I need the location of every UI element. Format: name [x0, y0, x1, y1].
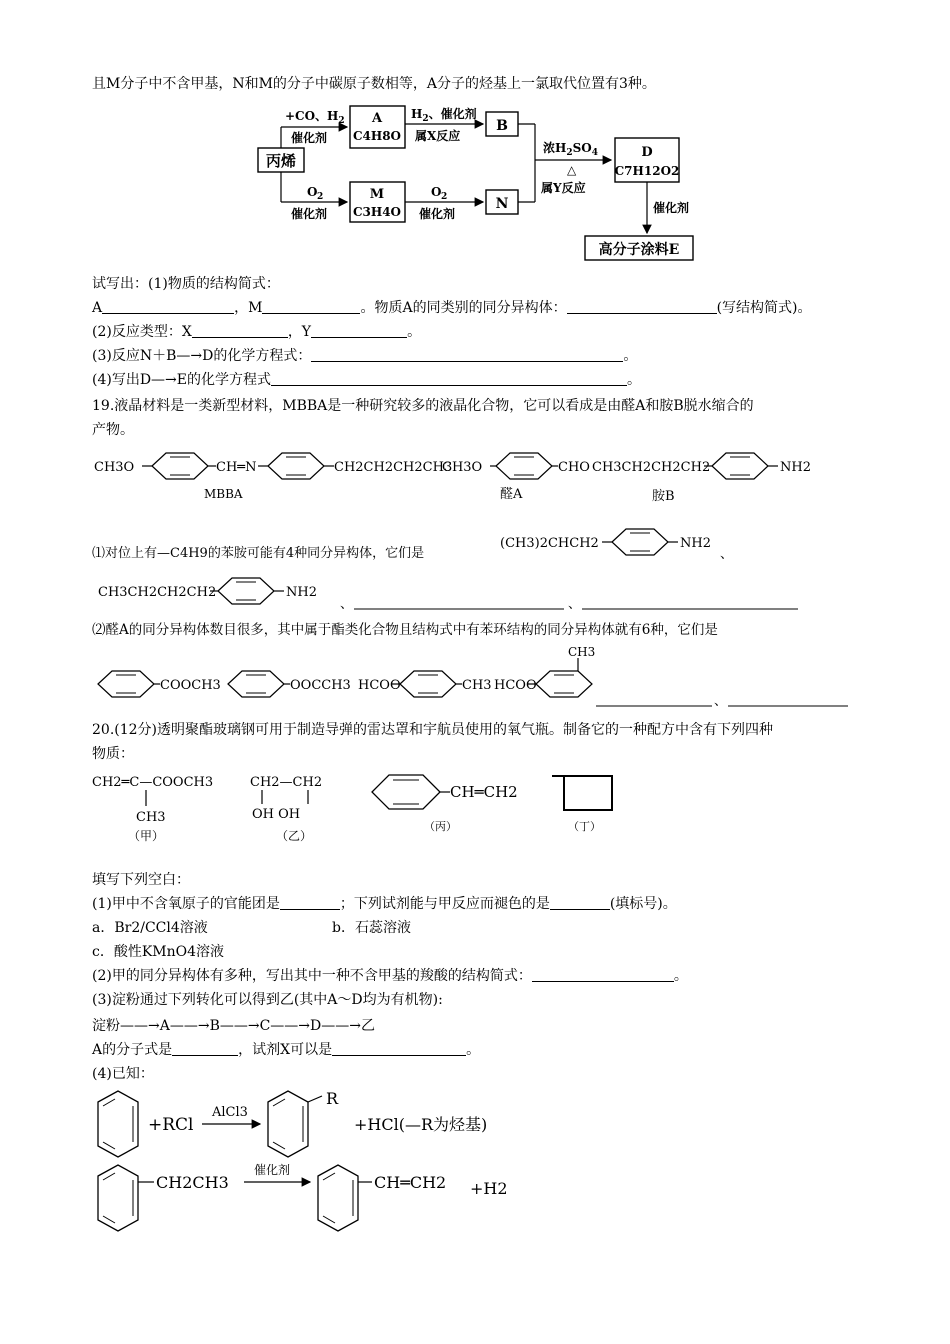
svg-text:M: M	[369, 187, 385, 202]
svg-text:+H2: +H2	[470, 1179, 508, 1198]
benzene-ring-7	[98, 671, 154, 697]
svg-text:、: 、	[568, 597, 582, 612]
benzene-ring-2	[268, 453, 324, 479]
svg-text:MBBA: MBBA	[204, 487, 243, 501]
svg-text:NH2: NH2	[680, 536, 711, 551]
svg-text:、: 、	[340, 597, 354, 612]
q19-structures	[92, 444, 852, 514]
svg-text:OOCCH3: OOCCH3	[290, 678, 351, 693]
ding-square	[564, 776, 612, 810]
svg-text:CH2CH2CH2CH3: CH2CH2CH2CH3	[334, 460, 453, 475]
svg-text:(CH3)2CHCH2: (CH3)2CHCH2	[500, 536, 599, 551]
svg-text:HCOO: HCOO	[358, 678, 401, 693]
svg-text:A: A	[371, 111, 383, 126]
q20-l3-answer: A的分子式是 ，试剂X可以是 。	[92, 1042, 481, 1058]
svg-text:CH3O: CH3O	[442, 460, 483, 475]
q18-line2: (2)反应类型：X ，Y 。	[92, 324, 422, 340]
benzene-ring-9	[400, 671, 456, 697]
svg-text:催化剂: 催化剂	[653, 201, 690, 215]
svg-text:、: 、	[714, 694, 728, 709]
svg-text:高分子涂料E: 高分子涂料E	[598, 242, 680, 258]
q18-line1: A ，M 。物质A的同类别的同分异构体： (写结构简式)。	[92, 300, 812, 316]
M-formula: C3H4O	[352, 205, 402, 219]
q19-stem-2: 产物。	[92, 422, 134, 438]
q18-line4: (4)写出D—→E的化学方程式 。	[92, 372, 642, 388]
benzene-ring-3	[496, 453, 552, 479]
q20-stem-1: 20.(12分)透明聚酯玻璃钢可用于制造导弹的雷达罩和宇航员使用的氧气瓶。制备它的一种配方中含有下列四种	[92, 722, 774, 738]
svg-text:催化剂: 催化剂	[419, 207, 456, 221]
svg-text:CH3O: CH3O	[94, 460, 135, 475]
svg-text:CH═CH2: CH═CH2	[374, 1173, 447, 1192]
svg-text:浓H2SO4: 浓$H_2SO_4$	[543, 141, 598, 158]
svg-text:催化剂: 催化剂	[291, 131, 328, 145]
q20-l3: (3)淀粉通过下列转化可以得到乙(其中A～D均为有机物):	[92, 992, 443, 1008]
svg-text:、: 、	[720, 547, 734, 562]
benzene-ring-1	[152, 453, 208, 479]
svg-text:（乙）: （乙）	[276, 829, 313, 843]
svg-text:HCOO: HCOO	[494, 678, 537, 693]
q19-esters	[92, 640, 852, 710]
q20-l2: (2)甲的同分异构体有多种，写出其中一种不含甲基的羧酸的结构简式： 。	[92, 968, 688, 984]
benzene-ring-12	[98, 1091, 138, 1157]
benzene-ring-10	[536, 671, 592, 697]
svg-text:NH2: NH2	[780, 460, 811, 475]
svg-text:CH2═C—COOCH3: CH2═C—COOCH3	[92, 775, 214, 790]
svg-text:CH3: CH3	[462, 678, 492, 693]
benzene-ring-4	[712, 453, 768, 479]
svg-text:+HCl(—R为烃基): +HCl(—R为烃基)	[354, 1115, 488, 1134]
benzene-ring-5	[612, 529, 668, 555]
svg-text:D: D	[641, 145, 653, 160]
svg-text:属X反应: 属X反应	[415, 129, 461, 143]
q20-l1: (1)甲中不含氧原子的官能团是 ；下列试剂能与甲反应而褪色的是 (填标号)。	[92, 896, 677, 912]
svg-text:CH3: CH3	[136, 810, 166, 825]
q19-p1: ⑴对位上有—C4H9的苯胺可能有4种同分异构体，它们是	[92, 546, 425, 561]
svg-text:H2、催化剂: $H_2$、催化剂	[411, 107, 477, 124]
benzene-ring-11	[372, 775, 440, 809]
svg-text:2: 2	[317, 192, 324, 202]
svg-text:催化剂: 催化剂	[291, 207, 328, 221]
svg-text:N: N	[495, 196, 509, 212]
svg-text:R: R	[326, 1089, 339, 1108]
svg-text:2: 2	[441, 192, 448, 202]
svg-text:CH3CH2CH2CH2: CH3CH2CH2CH2	[592, 460, 711, 475]
q20-l4: (4)已知：	[92, 1066, 154, 1082]
svg-text:COOCH3: COOCH3	[160, 678, 221, 693]
q19-stem-1: 19.液晶材料是一类新型材料，MBBA是一种研究较多的液晶化合物，它可以看成是由醛A和胺B脱水缩合的	[92, 398, 754, 414]
q20-structures	[92, 764, 652, 850]
svg-text:+CO、H2: +CO、$H_2$	[285, 109, 345, 126]
svg-text:△: △	[567, 163, 577, 177]
benzene-ring-6	[218, 578, 274, 604]
known-reactions	[92, 1090, 612, 1240]
q19-p2: ⑵醛A的同分异构体数目很多，其中属于酯类化合物且结构式中有苯环结构的同分异构体就有6种，它们是	[92, 622, 718, 638]
q20-fill: 填写下列空白：	[92, 872, 190, 888]
svg-text:醛A: 醛A	[500, 487, 523, 502]
A-formula: C4H8O	[352, 129, 402, 143]
benzene-ring-14	[98, 1165, 138, 1231]
intro-text: 且M分子中不含甲基，N和M的分子中碳原子数相等，A分子的烃基上一氯取代位置有3种。	[92, 76, 656, 92]
svg-text:CH═N: CH═N	[216, 460, 257, 475]
benzene-ring-15	[318, 1165, 358, 1231]
D-formula: C7H12O2	[614, 164, 680, 178]
svg-text:B: B	[496, 118, 508, 134]
q18-line3: (3)反应N＋B—→D的化学方程式： 。	[92, 348, 638, 364]
svg-text:NH2: NH2	[286, 585, 317, 600]
q20-options-ab: a．Br2/CCl4溶液 b．石蕊溶液	[92, 920, 411, 936]
svg-text:（丁）: （丁）	[568, 820, 601, 833]
svg-text:O: O	[431, 185, 442, 199]
propene-label: 丙烯	[265, 152, 297, 170]
svg-text:AlCl3: AlCl3	[212, 1105, 248, 1120]
svg-text:（丙）: （丙）	[424, 820, 457, 833]
svg-text:（甲）: （甲）	[128, 829, 165, 843]
q20-option-c: c．酸性KMnO4溶液	[92, 944, 225, 960]
q18-ask: 试写出：(1)物质的结构简式：	[92, 276, 280, 292]
svg-text:CH═CH2: CH═CH2	[450, 783, 518, 801]
svg-text:属Y反应: 属Y反应	[541, 181, 586, 195]
svg-text:+RCl: +RCl	[148, 1115, 194, 1135]
svg-text:催化剂: 催化剂	[254, 1163, 291, 1177]
svg-text:胺B: 胺B	[652, 489, 675, 504]
benzene-ring-8	[228, 671, 284, 697]
svg-text:CHO: CHO	[558, 460, 590, 475]
svg-text:CH2CH3: CH2CH3	[156, 1173, 229, 1192]
svg-text:CH3CH2CH2CH2: CH3CH2CH2CH2	[98, 585, 217, 600]
svg-text:CH3: CH3	[568, 645, 596, 659]
svg-text:OH OH: OH OH	[252, 807, 301, 822]
benzene-ring-13	[268, 1091, 308, 1157]
reaction-scheme	[255, 100, 715, 265]
q20-l3-chain: 淀粉——→A——→B——→C——→D——→乙	[92, 1018, 375, 1034]
svg-text:CH2—CH2: CH2—CH2	[250, 775, 323, 790]
svg-text:O: O	[307, 185, 318, 199]
q20-stem-2: 物质：	[92, 746, 134, 762]
q19-iso-structures	[92, 520, 852, 610]
